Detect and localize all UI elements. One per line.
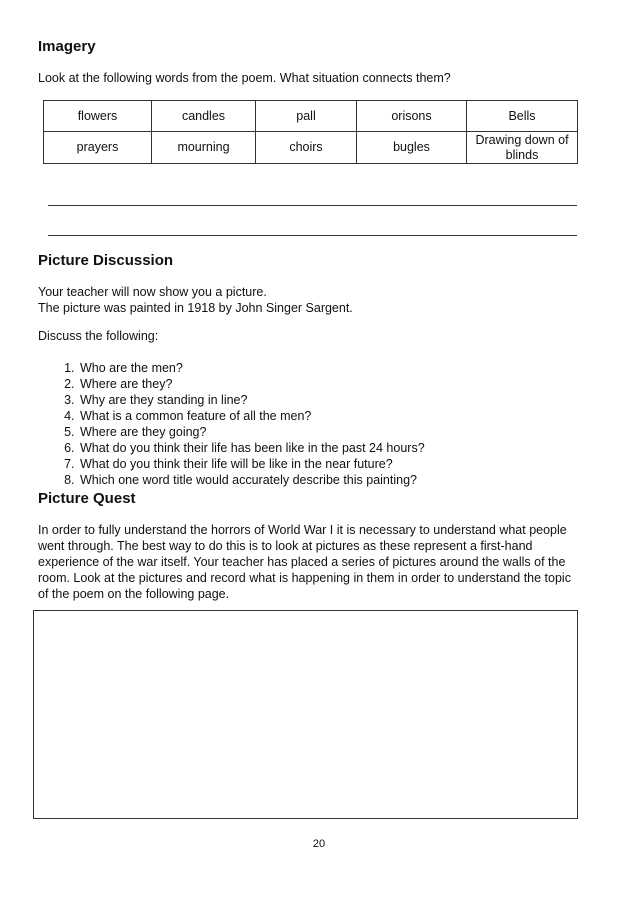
discussion-intro-line: The picture was painted in 1918 by John Singer Sargent. [38, 301, 353, 315]
answer-box[interactable] [33, 610, 578, 819]
table-cell: Bells [467, 101, 578, 132]
table-cell: candles [152, 101, 256, 132]
list-item: 2. Where are they? [78, 376, 425, 392]
imagery-words-table [43, 100, 578, 164]
list-item: 5. Where are they going? [78, 424, 425, 440]
imagery-heading: Imagery [38, 38, 96, 55]
quest-heading: Picture Quest [38, 490, 136, 507]
quest-paragraph-line: went through. The best way to do this is to look at pictures as these represent a first-hand [38, 539, 533, 553]
quest-paragraph-line: of the poem on the following page. [38, 587, 230, 601]
table-cell: flowers [44, 101, 152, 132]
discussion-prompt: Discuss the following: [38, 329, 159, 343]
table-cell: Drawing down of blinds [467, 132, 578, 164]
table-cell: pall [256, 101, 357, 132]
table-cell: orisons [357, 101, 467, 132]
discussion-question-list [38, 360, 425, 488]
list-item: 3. Why are they standing in line? [78, 392, 425, 408]
table-cell: choirs [256, 132, 357, 164]
table-cell: bugles [357, 132, 467, 164]
discussion-intro-line: Your teacher will now show you a picture. [38, 285, 267, 299]
table-row [44, 101, 578, 132]
table-cell: prayers [44, 132, 152, 164]
quest-paragraph-line: experience of the war itself. Your teacher has placed a series of pictures around the walls of the [38, 555, 566, 569]
discussion-heading: Picture Discussion [38, 252, 174, 269]
list-item: 6. What do you think their life has been like in the past 24 hours? [78, 440, 425, 456]
answer-line[interactable] [48, 235, 577, 236]
list-item: 1. Who are the men? [78, 360, 425, 376]
answer-line[interactable] [48, 205, 577, 206]
imagery-instruction: Look at the following words from the poem. What situation connects them? [38, 71, 451, 85]
list-item: 8. Which one word title would accurately describe this painting? [78, 472, 425, 488]
quest-paragraph-line: room. Look at the pictures and record what is happening in them in order to understand the topic [38, 571, 571, 585]
table-row [44, 132, 578, 164]
page-number: 20 [312, 838, 326, 850]
list-item: 7. What do you think their life will be like in the near future? [78, 456, 425, 472]
quest-paragraph-line: In order to fully understand the horrors of World War I it is necessary to understand what people [38, 523, 567, 537]
list-item: 4. What is a common feature of all the men? [78, 408, 425, 424]
table-cell: mourning [152, 132, 256, 164]
